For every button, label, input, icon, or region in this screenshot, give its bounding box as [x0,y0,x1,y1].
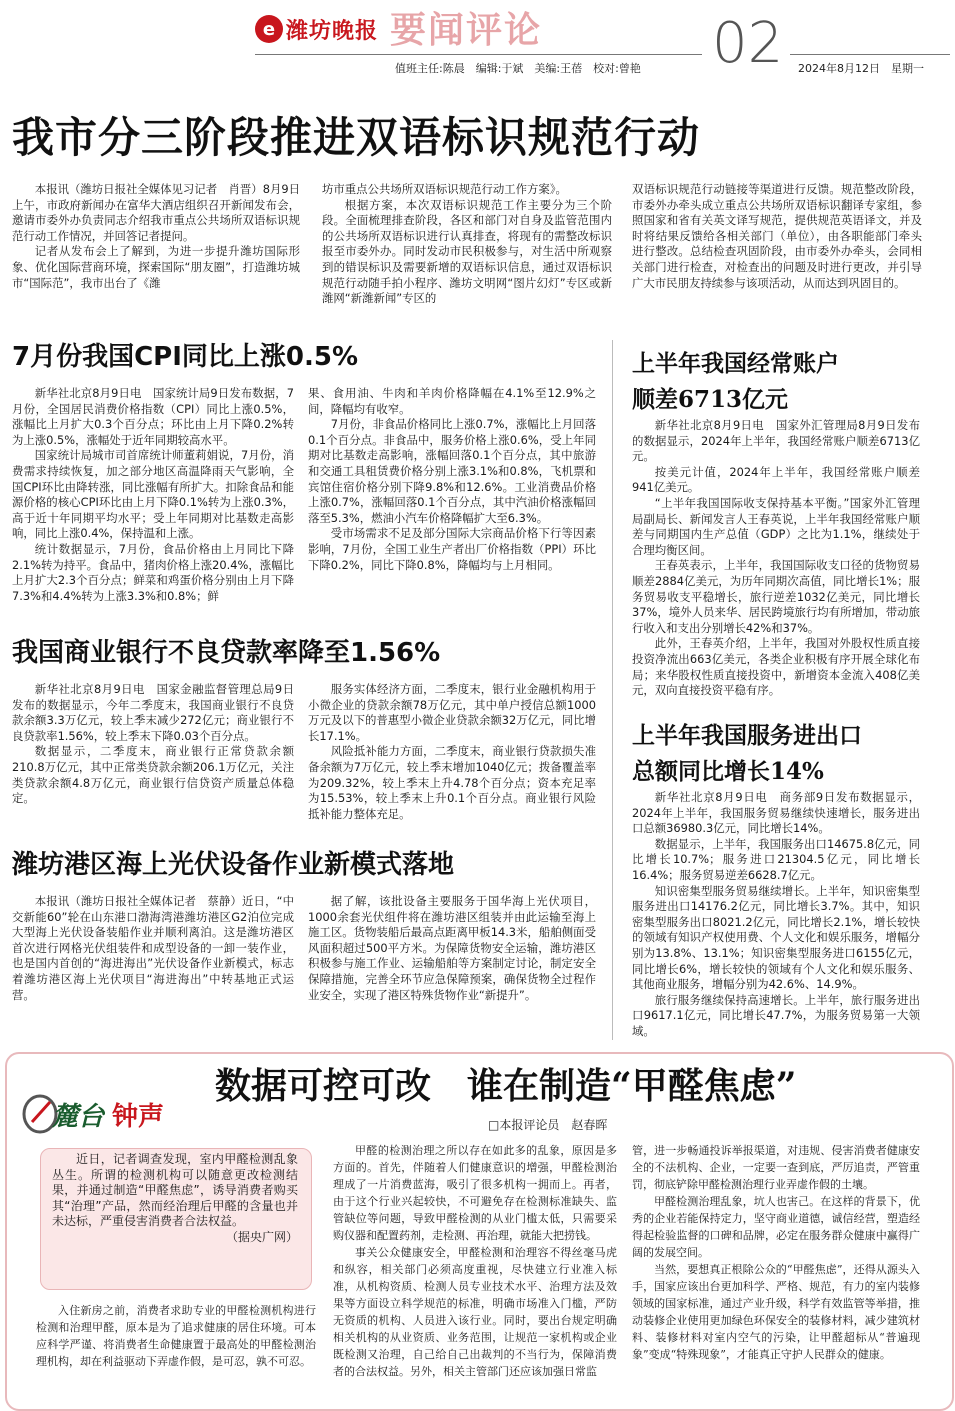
port-headline: 潍坊港区海上光伏设备作业新模式落地 [12,850,455,880]
section-title: 要闻评论 [390,9,543,51]
logo-mark-icon: e [255,15,283,43]
headline-line: 上半年我国服务进出口 [632,722,862,749]
newspaper-logo [255,14,378,44]
port-column-1 [12,894,294,1003]
services-column [632,790,920,1040]
paragraph: 本报讯（潍坊日报社全媒体记者 蔡静）近日，“中交新能60”轮在山东港口渤海湾港潍坊港区G2泊位完成大型海上光伏设备装船作业并顺利离泊。这是潍坊港区首次进行网格光伏组装件和成型设备的一卸一装作业，也是国内首创的“海进海出”光伏设备作业新模式，标志着潍坊港区海上光伏项目“海进海出”中转基地正式运营。 [12,894,294,1002]
header-rule [255,54,702,55]
paragraph: 新华社北京8月9日电 国家金融监督管理总局9日发布的数据显示，今年二季度末，我国商业银行不良贷款余额3.3万亿元，较上季末减少272亿元；商业银行不良贷款率1.56%，较上季末下降0.03个百分点。 [12,682,294,743]
paragraph: 管，进一步畅通投诉举报渠道，对违规、侵害消费者健康安全的不法机构、企业，一定要一查到底，严厉追责，严管重罚，彻底铲除甲醛检测治理行业弄虚作假的土壤。 [632,1144,920,1191]
paragraph: 国家统计局城市司首席统计师董莉娟说，7月份，消费需求持续恢复，加之部分地区高温降雨天气影响，全国CPI环比由降转涨，同比涨幅有所扩大。扣除食品和能源价格的核心CPI环比由上月下降0.1%转为上涨0.3%，高于近十年同期平均水平；受上年同期对比基数走高影响，同比上涨0.4%，保持温和上涨。 [12,448,294,541]
paragraph: 统计数据显示，7月份，食品价格由上月同比下降2.1%转为持平。食品中，猪肉价格上涨20.4%，涨幅比上月扩大2.3个百分点；鲜菜和鸡蛋价格分别由上月下降7.3%和4.4%转为上涨3.3%和0.8%；鲜 [12,541,294,603]
lead-column-3 [632,182,922,291]
quote-text [52,1152,298,1245]
services-headline [632,718,932,790]
paragraph: 甲醛检测治理乱象，坑人也害己。在这样的背景下，优秀的企业若能保持定力，坚守商业道德，诚信经营，塑造经得起检验监督的口碑和品牌，必定在服务群众健康中赢得广阔的发展空间。 [632,1195,920,1259]
quote-source: （据央广网） [225,1229,298,1244]
bank-headline: 我国商业银行不良贷款率降至1.56% [12,638,441,668]
lead-headline: 我市分三阶段推进双语标识规范行动 [12,113,701,162]
column-divider [612,340,613,1040]
opinion-column-2 [333,1142,617,1380]
opinion-headline: 数据可控可改 谁在制造“甲醛焦虑” [215,1065,797,1107]
headline-line: 总额同比增长14% [632,758,824,785]
paragraph: 新华社北京8月9日电 国家外汇管理局8月9日发布的数据显示，2024年上半年，我国经常账户顺差6713亿元。 [632,418,920,464]
paragraph: 此外，王春英介绍，上半年，我国对外股权性质直接投资净流出663亿美元，各类企业积极有序开展全球化布局；来华股权性质直接投资中，新增资本金流入408亿美元，双向直接投资平稳有序。 [632,636,920,698]
cpi-column-1 [12,386,294,604]
paragraph: 入住新房之前，消费者求助专业的甲醛检测机构进行检测和治理甲醛，原本是为了追求健康的居住环境。可本应科学严谨、将消费者生命健康置于最高处的甲醛检测治理机构，却在利益驱动下弄虚作假，是可忍，孰不可忍。 [36,1304,316,1368]
paragraph: 当然，要想真正根除公众的“甲醛焦虑”，还得从源头入手，国家应该出台更加科学、严格、规范，有力的室内装修领域的国家标准，通过产业升级，科学有效监管等举措，推动装修企业使用更加绿色环保安全的装修材料，减少建筑材料、装修材料对室内空气的污染，让甲醛超标从“普遍现象”变成“特殊现象”，才能真正守护人民群众的健康。 [632,1263,920,1361]
lead-column-1 [12,182,300,291]
account-column [632,418,920,699]
column-brand [20,1092,205,1134]
paragraph: 坊市重点公共场所双语标识规范行动工作方案》。 [322,182,567,196]
paragraph: 事关公众健康安全，甲醛检测和治理容不得丝毫马虎和纵容，相关部门必须高度重视，尽快建立行业准入标准，从机构资质、检测人员专业技术水平、治理方法及效果等方面设立科学规范的标准，明确市场准入门槛，严防无资质的机构、人员进入该行业。同时，要出台规定明确相关机构的从业资质、业务范围，让规范一家机构或企业既检测又治理，自己给自己出裁判的不当行为，保障消费者的合法权益。另外，相关主管部门还应该加强日常监 [333,1246,617,1378]
paragraph: 甲醛的检测治理之所以存在如此多的乱象，原因是多方面的。首先，伴随着人们健康意识的增强，甲醛检测治理成了一片消费蓝海，吸引了很多机构一拥而上。再者，由于这个行业兴起较快，不可避免存在检测标准缺失、监管缺位等问题，导致甲醛检测的从业门槛太低，只需要采购仪器和配置药剂，走检测、再治理，就能大把捞钱。 [333,1144,617,1242]
bank-column-2 [308,682,596,822]
cpi-column-2 [308,386,596,573]
paragraph: 近日，记者调查发现，室内甲醛检测乱象丛生。所谓的检测机构可以随意更改检测结果，并通过制造“甲醛焦虑”，诱导消费者购买其“治理”产品，然而经治理后甲醛的含量也并未达标，严重侵害消费者合法权益。 [52,1152,298,1228]
opinion-column-1 [36,1302,316,1370]
lead-column-2 [322,182,612,307]
paragraph: 王春英表示，上半年，我国国际收支口径的货物贸易顺差2884亿美元，为历年同期次高值，同比增长1%；服务贸易收支平稳增长，旅行逆差1032亿美元，同比增长37%，境外人员来华、居民跨境旅行均有所增加，带动旅行收入和支出分别增长42%和37%。 [632,558,920,635]
opinion-byline: □本报评论员 赵春晖 [488,1118,608,1132]
paragraph: 据了解，该批设备主要服务于国华海上光伏项目，1000余套光伏组件将在潍坊港区组装并由此运输至海上施工区。货物装船后最高点距离甲板14.3米，船舶侧面受风面积超过500平方米。为保障货物安全运输，潍坊港区积极参与施工作业、运输船舶等方案制定讨论，制定安全保障措施，完善全环节应急保障预案，确保货物全过程作业安全，实现了港区特殊货物作业“新提升”。 [308,894,596,1002]
paragraph: 旅行服务继续保持高速增长。上半年，旅行服务进出口9617.1亿元，同比增长47.7%，为服务贸易第一大领域。 [632,992,920,1038]
newspaper-name: 潍坊晚报 [286,17,379,44]
account-headline [632,346,932,418]
page-number: 02 [712,11,784,76]
paragraph: 风险抵补能力方面，二季度末，商业银行贷款损失准备余额为7万亿元，较上季末增加1040亿元；拨备覆盖率为209.32%，较上季末上升4.78个百分点；资本充足率为15.53%，较上季末上升0.1个百分点。商业银行风险抵补能力整体充足。 [308,744,596,821]
brand-sub: 钟声 [112,1102,165,1132]
paragraph: 新华社北京8月9日电 国家统计局9日发布数据，7月份，全国居民消费价格指数（CPI）同比上涨0.5%，涨幅比上月扩大0.3个百分点；环比由上月下降0.2%转为上涨0.5%，涨幅处于近年同期较高水平。 [12,386,294,447]
paragraph: 知识密集型服务贸易继续增长。上半年，知识密集型服务进出口14176.2亿元，同比增长3.7%。其中，知识密集型服务出口8021.2亿元，同比增长2.1%，增长较快的领域有知识产权使用费、个人文化和娱乐服务，增幅分别为13.8%、13.1%；知识密集型服务进口6155亿元，同比增长6%，增长较快的领域有个人文化和娱乐服务、其他商业服务，增幅分别为42.6%、14.9%。 [632,883,920,992]
issue-date: 2024年8月12日 星期一 [798,62,924,75]
paragraph: 果、食用油、牛肉和羊肉价格降幅在4.1%至12.9%之间，降幅均有收窄。 [308,386,596,416]
cpi-headline: 7月份我国CPI同比上涨0.5% [12,342,359,372]
paragraph: 受市场需求不足及部分国际大宗商品价格下行等因素影响，7月份，全国工业生产者出厂价格指数（PPI）环比下降0.2%，同比下降0.8%，降幅均与上月相同。 [308,526,596,572]
paragraph: 数据显示，上半年，我国服务出口14675.8亿元，同比增长10.7%；服务进口21304.5亿元，同比增长16.4%；服务贸易逆差6628.7亿元。 [632,836,920,882]
paragraph: “上半年我国国际收支保持基本平衡。”国家外汇管理局副局长、新闻发言人王春英说，上半年我国经常账户顺差与同期国内生产总值（GDP）之比为1.1%，继续处于合理均衡区间。 [632,495,920,557]
opinion-column-3 [632,1142,920,1363]
port-column-2 [308,894,596,1003]
headline-line: 顺差6713亿元 [632,386,789,413]
bank-column-1 [12,682,294,807]
paragraph: 记者从发布会上了解到，为进一步提升潍坊国际形象、优化国际营商环境，探索国际“朋友圈”，打造潍坊城市“国际范”，我市出台了《潍 [12,244,300,290]
paragraph: 双语标识规范行动链接等渠道进行反馈。规范整改阶段，市委外办牵头成立重点公共场所双语标识翻译专家组，参照国家和省有关英文译写规范，提供规范英语译文，并及时将结果反馈给各相关部门（单位），由各职能部门牵头进行整改。总结检查巩固阶段，由市委外办牵头，会同相关部门进行检查，对检查出的问题及时进行更改，并引导广大市民朋友持续参与该项活动，从而达到巩固目的。 [632,182,922,290]
paragraph: 7月份，非食品价格同比上涨0.7%，涨幅比上月回落0.1个百分点。非食品中，服务价格上涨0.6%，受上年同期对比基数走高影响，涨幅回落0.1个百分点，其中旅游和交通工具租赁费价格分别上涨3.1%和0.8%，飞机票和宾馆住宿价格分别下降9.8%和12.6%。工业消费品价格上涨0.7%，涨幅回落0.1个百分点，其中汽油价格涨幅回落至5.3%，燃油小汽车价格降幅扩大至6.3%。 [308,417,596,525]
paragraph: 数据显示，二季度末，商业银行正常贷款余额210.8万亿元，其中正常类贷款余额206.1万亿元，关注类贷款余额4.8万亿元，商业银行信贷资产质量总体稳定。 [12,744,294,806]
brand-main: 麓台 [52,1102,105,1132]
headline-line: 上半年我国经常账户 [632,350,839,377]
paragraph: 按美元计值，2024年上半年，我国经常账户顺差941亿美元。 [632,464,920,495]
editor-credits: 值班主任:陈晨 编辑:于斌 美编:王蓓 校对:曾艳 [395,62,641,75]
paragraph: 根据方案，本次双语标识规范工作主要分为三个阶段。全面梳理排查阶段，各区和部门对自身及监管范围内的公共场所双语标识进行认真排查，将现有的需整改标识报至市委外办。同时发动市民积极参与，对生活中所观察到的错误标识及需要新增的双语标识信息，通过双语标识规范行动随手拍小程序、潍坊文明网“图片幻灯”专区或新潍网“新潍新闻”专区的 [322,197,612,306]
paragraph: 服务实体经济方面，二季度末，银行业金融机构用于小微企业的贷款余额78万亿元，其中单户授信总额1000万元及以下的普惠型小微企业贷款余额32万亿元，同比增长17.1%。 [308,682,596,743]
header-rule-right [790,54,950,55]
paragraph: 新华社北京8月9日电 商务部9日发布数据显示，2024年上半年，我国服务贸易继续快速增长，服务进出口总额36980.3亿元，同比增长14%。 [632,790,920,836]
paragraph: 本报讯（潍坊日报社全媒体见习记者 肖晋）8月9日上午，市政府新闻办在富华大酒店组织召开新闻发布会，邀请市委外办负责同志介绍我市重点公共场所双语标识规范行动工作情况，并回答记者提问。 [12,182,300,243]
